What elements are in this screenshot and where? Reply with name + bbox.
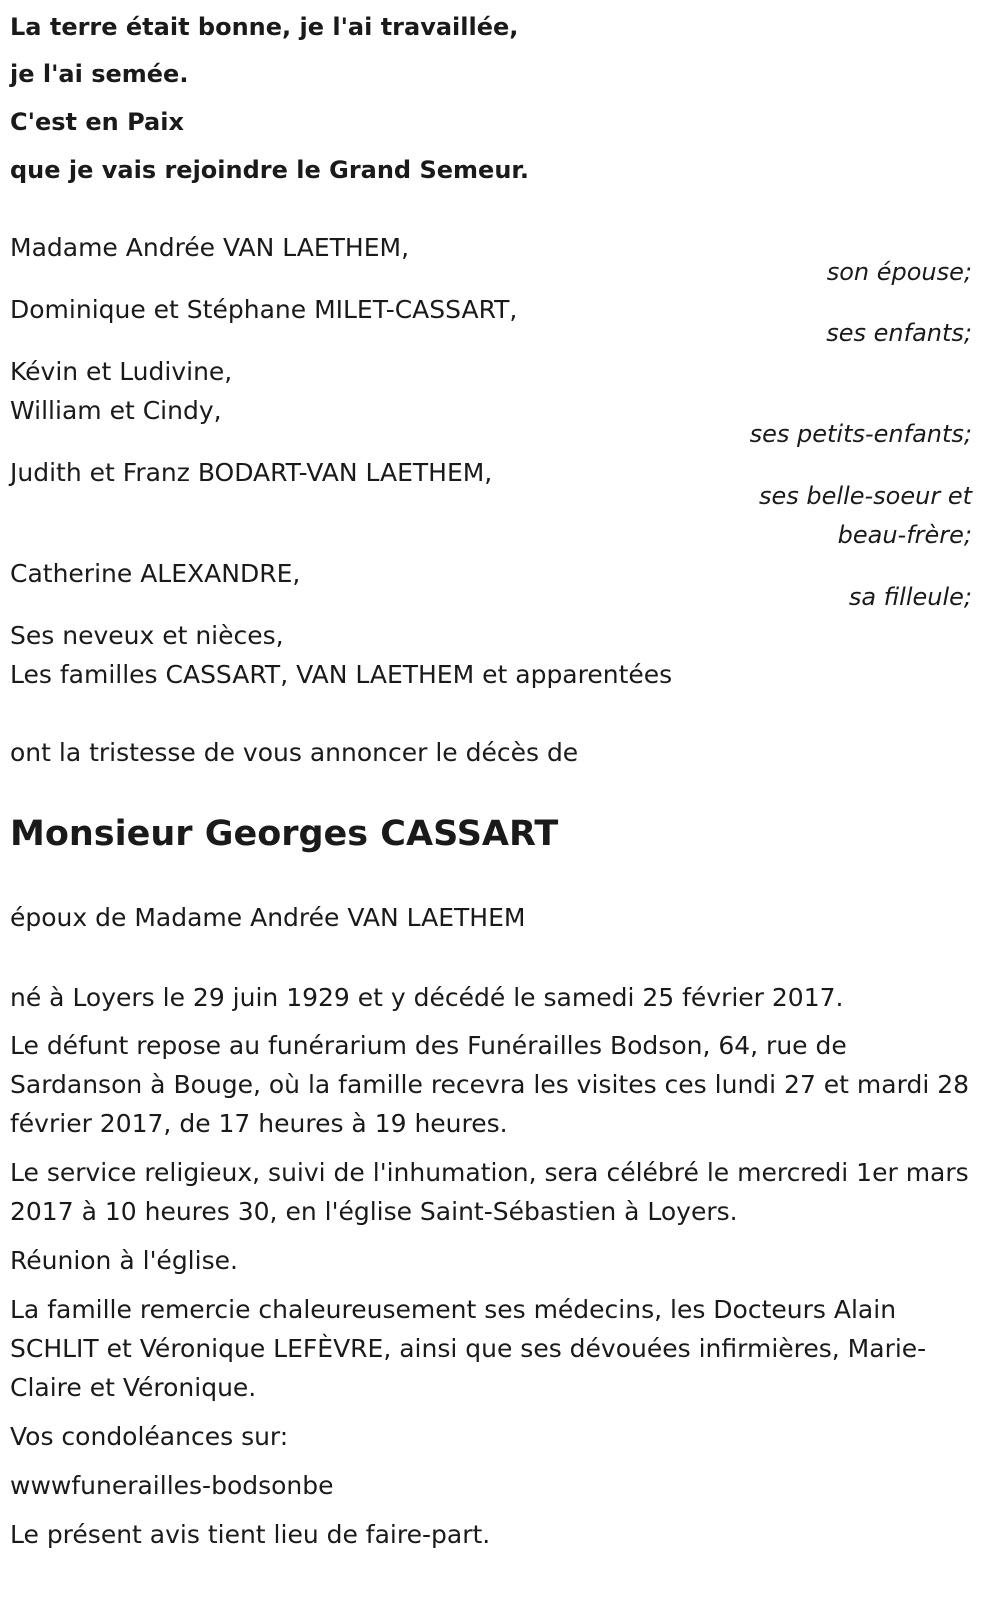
notice-paragraph: Le présent avis tient lieu de faire-part. (10, 1520, 491, 1549)
goddaughter-relation: sa filleule; (848, 583, 972, 611)
condolences-paragraph: Vos condoléances sur: (10, 1422, 289, 1451)
poem-line-2: je l'ai semée. (10, 60, 189, 88)
spouse-relation: son épouse; (826, 258, 972, 286)
inlaws-relation-line-2: beau-frère; (837, 521, 972, 549)
inlaws-names: Judith et Franz BODART-VAN LAETHEM, (10, 458, 493, 487)
others-line-2: Les familles CASSART, VAN LAETHEM et apparentées (10, 660, 673, 689)
inlaws-relation-line-1: ses belle-soeur et (759, 482, 972, 510)
goddaughter-name: Catherine ALEXANDRE, (10, 559, 301, 588)
website-link[interactable]: wwwfunerailles-bodsonbe (10, 1471, 334, 1500)
thanks-paragraph: La famille remercie chaleureusement ses médecins, les Docteurs Alain SCHLIT et Véronique LEFÈVRE, ainsi que ses dévouées infirmières, Marie-Claire et Véronique. (10, 1295, 927, 1402)
grandchildren-line-2: William et Cindy, (10, 396, 222, 425)
grandchildren-line-1: Kévin et Ludivine, (10, 357, 233, 386)
poem-line-1: La terre était bonne, je l'ai travaillée, (10, 13, 519, 41)
meeting-paragraph: Réunion à l'église. (10, 1246, 238, 1275)
spouse-of-text: époux de Madame Andrée VAN LAETHEM (10, 903, 526, 932)
birth-death-paragraph: né à Loyers le 29 juin 1929 et y décédé le samedi 25 février 2017. (10, 983, 844, 1012)
children-names: Dominique et Stéphane MILET-CASSART, (10, 295, 518, 324)
spouse-name: Madame Andrée VAN LAETHEM, (10, 233, 410, 262)
service-paragraph: Le service religieux, suivi de l'inhumation, sera célébré le mercredi 1er mars 2017 à 10 heures 30, en l'église Saint-Sébastien à Loyers. (10, 1158, 969, 1226)
poem-line-4: que je vais rejoindre le Grand Semeur. (10, 156, 529, 184)
grandchildren-relation: ses petits-enfants; (749, 420, 972, 448)
poem-line-3: C'est en Paix (10, 108, 184, 136)
announcement-text: ont la tristesse de vous annoncer le décès de (10, 738, 579, 767)
others-line-1: Ses neveux et nièces, (10, 621, 284, 650)
deceased-name: Monsieur Georges CASSART (10, 814, 559, 854)
visitation-paragraph: Le défunt repose au funérarium des Funérailles Bodson, 64, rue de Sardanson à Bouge, où la famille recevra les visites ces lundi 27 et mardi 28 février 2017, de 17 heures à 19 heures. (10, 1031, 970, 1138)
children-relation: ses enfants; (826, 319, 972, 347)
